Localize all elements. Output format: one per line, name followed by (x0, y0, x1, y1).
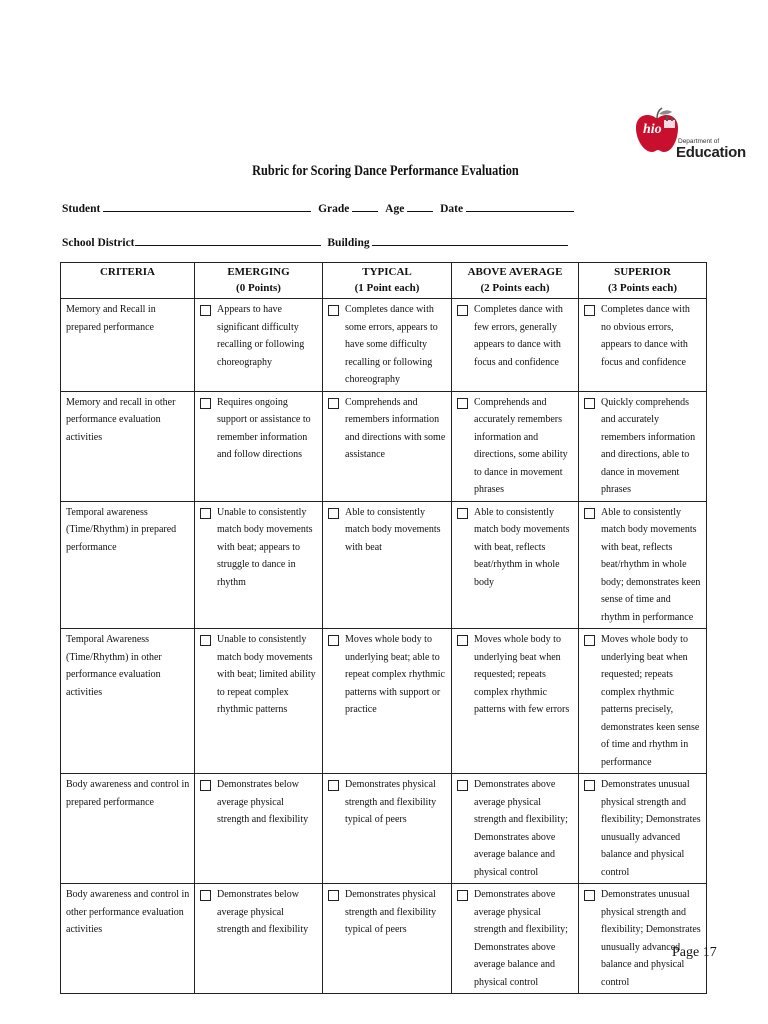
checkbox[interactable] (584, 635, 595, 646)
checkbox[interactable] (328, 508, 339, 519)
ohio-education-logo (634, 100, 746, 162)
building-field[interactable] (372, 235, 568, 246)
checkbox[interactable] (457, 305, 468, 316)
checkbox[interactable] (328, 305, 339, 316)
criteria-cell (61, 884, 195, 994)
header-criteria (61, 263, 195, 299)
grade-field[interactable] (352, 201, 378, 212)
rubric-cell (579, 884, 707, 994)
table-row (61, 884, 707, 994)
date-label: Date (440, 203, 464, 215)
page-number: Page 17 (672, 945, 717, 960)
checkbox[interactable] (457, 398, 468, 409)
rubric-cell (323, 299, 452, 392)
criteria-text: Body awareness and control in other performance evaluation activities (66, 889, 190, 935)
rubric-cell (452, 501, 579, 629)
checkbox[interactable] (457, 635, 468, 646)
header-line2: (3 Points each) (607, 282, 678, 294)
logo-state-letters: hio (643, 122, 662, 137)
header-typical (323, 263, 452, 299)
cell-text: Able to consistently match body movements with beat, reflects beat/rhythm in whole body (474, 506, 570, 588)
rubric-cell (195, 774, 323, 884)
page-title: Rubric for Scoring Dance Performance Evaluation (252, 163, 519, 179)
cell-text: Unable to consistently match body movements with beat; limited ability to repeat complex rhythmic patterns (217, 634, 316, 715)
checkbox[interactable] (584, 890, 595, 901)
criteria-text: Temporal Awareness (Time/Rhythm) in other performance evaluation activities (66, 634, 162, 698)
checkbox[interactable] (200, 780, 211, 791)
rubric-cell (323, 884, 452, 994)
header-above-average (452, 263, 579, 299)
header-line1: TYPICAL (362, 266, 412, 278)
criteria-cell (61, 629, 195, 774)
school-district-label: School District (62, 237, 135, 249)
checkbox[interactable] (200, 508, 211, 519)
cell-text: Demonstrates above average physical strength and flexibility; Demonstrates above average balance and physical control (474, 889, 568, 988)
header-line2: (2 Points each) (480, 282, 550, 294)
rubric-cell (195, 884, 323, 994)
checkbox[interactable] (328, 780, 339, 791)
criteria-cell (61, 299, 195, 392)
rubric-cell (323, 629, 452, 774)
header-line1: EMERGING (227, 266, 290, 278)
grade-label: Grade (318, 203, 350, 215)
criteria-cell (61, 391, 195, 501)
cell-text: Demonstrates below average physical strength and flexibility (217, 889, 309, 935)
rubric-cell (452, 629, 579, 774)
rubric-cell (579, 774, 707, 884)
checkbox[interactable] (457, 890, 468, 901)
cell-text: Demonstrates physical strength and flexibility typical of peers (345, 779, 437, 825)
rubric-cell (579, 501, 707, 629)
logo-department-text: Department of (678, 138, 720, 145)
checkbox[interactable] (328, 635, 339, 646)
rubric-cell (579, 299, 707, 392)
table-row (61, 391, 707, 501)
cell-text: Moves whole body to underlying beat; able to repeat complex rhythmic patterns with support or practice (345, 634, 445, 715)
cell-text: Completes dance with few errors, generally appears to dance with focus and confidence (474, 304, 563, 368)
checkbox[interactable] (584, 780, 595, 791)
cell-text: Moves whole body to underlying beat when requested; repeats complex rhythmic patterns with few errors (474, 634, 570, 715)
header-line2: (1 Point each) (354, 282, 420, 294)
header-line1: SUPERIOR (614, 266, 671, 278)
cell-text: Completes dance with no obvious errors, appears to dance with focus and confidence (601, 304, 690, 368)
checkbox[interactable] (584, 305, 595, 316)
checkbox[interactable] (200, 305, 211, 316)
building-label: Building (327, 237, 370, 249)
table-row (61, 299, 707, 392)
school-info-row (62, 235, 568, 249)
cell-text: Able to consistently match body movements with beat, reflects beat/rhythm in whole body; demonstrates keen sense of time and rhythm in performance (601, 506, 701, 623)
cell-text: Demonstrates below average physical strength and flexibility (217, 779, 309, 825)
criteria-text: Memory and recall in other performance evaluation activities (66, 396, 176, 443)
header-line1: CRITERIA (99, 266, 155, 278)
checkbox[interactable] (200, 890, 211, 901)
checkbox[interactable] (328, 398, 339, 409)
table-row (61, 629, 707, 774)
cell-text: Demonstrates unusual physical strength and flexibility; Demonstrates unusually advanced balance and physical control (601, 889, 701, 988)
school-district-field[interactable] (135, 235, 321, 246)
rubric-cell (195, 501, 323, 629)
cell-text: Demonstrates physical strength and flexibility typical of peers (345, 889, 437, 935)
checkbox[interactable] (584, 398, 595, 409)
rubric-cell (579, 391, 707, 501)
cell-text: Completes dance with some errors, appears to have some difficulty recalling or following choreography (345, 304, 438, 385)
rubric-cell (195, 629, 323, 774)
rubric-cell (452, 391, 579, 501)
age-label: Age (385, 203, 405, 215)
cell-text: Able to consistently match body movements with beat (345, 506, 441, 553)
header-superior (579, 263, 707, 299)
table-row (61, 774, 707, 884)
cell-text: Demonstrates unusual physical strength and flexibility; Demonstrates unusually advanced balance and physical control (601, 779, 701, 878)
rubric-cell (323, 774, 452, 884)
cell-text: Appears to have significant difficulty recalling or following choreography (217, 304, 305, 368)
rubric-cell (195, 391, 323, 501)
cell-text: Requires ongoing support or assistance to remember information and follow directions (217, 396, 311, 460)
checkbox[interactable] (328, 890, 339, 901)
cell-text: Comprehends and remembers information and directions with some assistance (345, 396, 446, 460)
checkbox[interactable] (584, 508, 595, 519)
header-emerging (195, 263, 323, 299)
table-row (61, 501, 707, 629)
rubric-table (60, 262, 707, 994)
student-info-row (62, 201, 574, 215)
checkbox[interactable] (200, 635, 211, 646)
cell-text: Comprehends and accurately remembers information and directions, some ability to dance in movement phrases (474, 396, 568, 495)
rubric-cell (452, 774, 579, 884)
date-field[interactable] (466, 201, 574, 212)
header-line1: ABOVE AVERAGE (467, 266, 563, 278)
rubric-cell (323, 391, 452, 501)
student-label: Student (62, 203, 101, 215)
rubric-cell (579, 629, 707, 774)
checkbox[interactable] (457, 780, 468, 791)
checkbox[interactable] (200, 398, 211, 409)
table-header-row (61, 263, 707, 299)
rubric-cell (452, 299, 579, 392)
criteria-cell (61, 774, 195, 884)
age-field[interactable] (407, 201, 433, 212)
header-line2: (0 Points) (236, 282, 281, 294)
cell-text: Demonstrates above average physical strength and flexibility; Demonstrates above average balance and physical control (474, 779, 568, 878)
student-field[interactable] (103, 201, 311, 212)
checkbox[interactable] (457, 508, 468, 519)
criteria-text: Memory and Recall in prepared performance (66, 304, 156, 333)
rubric-cell (323, 501, 452, 629)
rubric-cell (195, 299, 323, 392)
criteria-text: Body awareness and control in prepared performance (66, 779, 190, 808)
criteria-text: Temporal awareness (Time/Rhythm) in prepared performance (66, 506, 177, 553)
criteria-cell (61, 501, 195, 629)
rubric-cell (452, 884, 579, 994)
cell-text: Moves whole body to underlying beat when requested; repeats complex rhythmic patterns precisely, demonstrates keen sense of time and rhythm in performance (601, 634, 700, 768)
cell-text: Quickly comprehends and accurately remembers information and directions, able to dance in movement phrases (601, 396, 696, 495)
logo-education-text: Education (676, 144, 746, 161)
cell-text: Unable to consistently match body movements with beat; appears to struggle to dance in rhythm (217, 506, 313, 588)
